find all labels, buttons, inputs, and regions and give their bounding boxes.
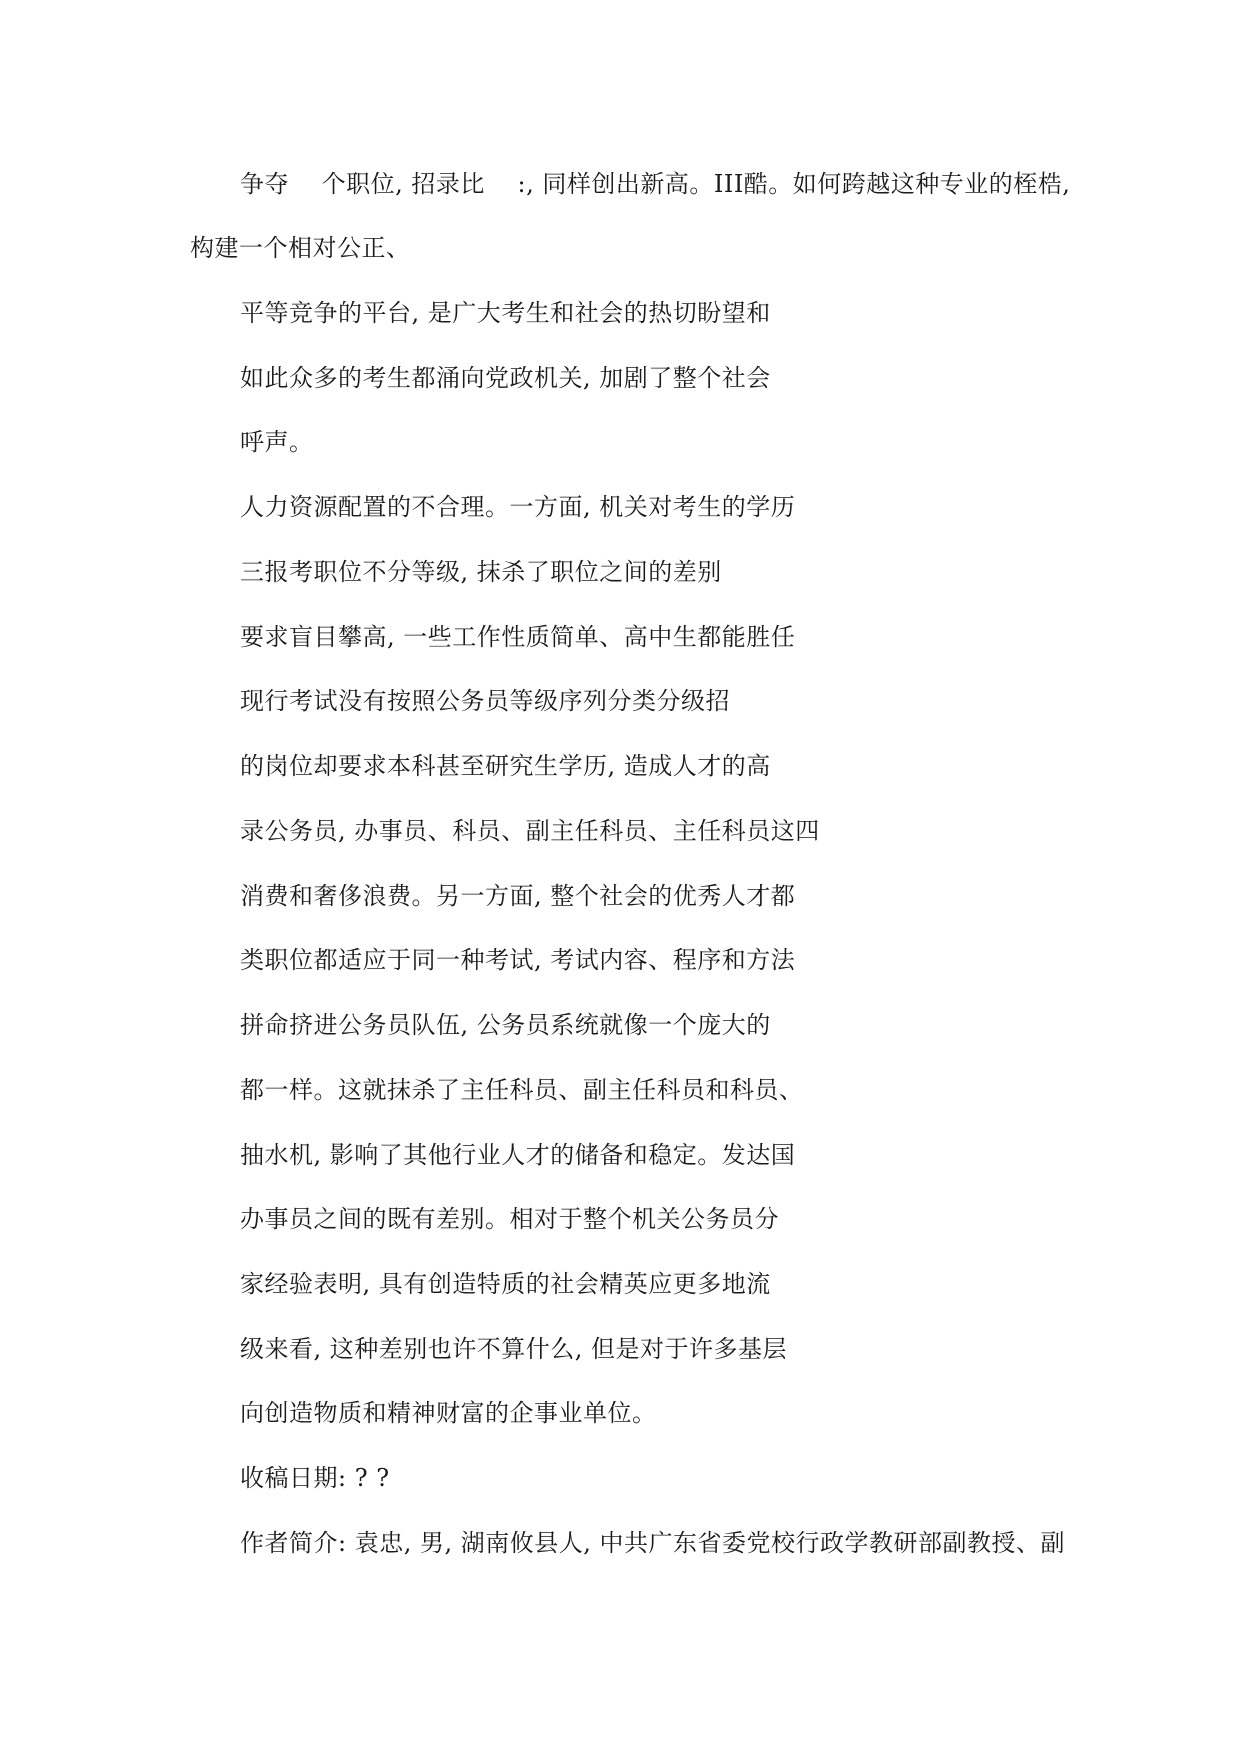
- text-line: 家经验表明, 具有创造特质的社会精英应更多地流: [240, 1270, 771, 1298]
- text-line: 拼命挤进公务员队伍, 公务员系统就像一个庞大的: [240, 1011, 771, 1039]
- text-line: 抽水机, 影响了其他行业人才的储备和稳定。发达国: [240, 1141, 796, 1169]
- text-line: 人力资源配置的不合理。一方面, 机关对考生的学历: [240, 493, 796, 521]
- text-line: 录公务员, 办事员、科员、副主任科员、主任科员这四: [240, 817, 820, 845]
- text-line: 的岗位却要求本科甚至研究生学历, 造成人才的高: [240, 752, 771, 780]
- text-line: 构建一个相对公正、: [190, 234, 411, 262]
- text-line: 都一样。这就抹杀了主任科员、副主任科员和科员、: [240, 1076, 804, 1104]
- text-line: 向创造物质和精神财富的企事业单位。: [240, 1399, 657, 1427]
- text-line: 级来看, 这种差别也许不算什么, 但是对于许多基层: [240, 1335, 788, 1363]
- text-line: 要求盲目攀高, 一些工作性质简单、高中生都能胜任: [240, 623, 796, 651]
- text-line: 争夺 个职位, 招录比 :, 同样创出新高。III酷。如何跨越这种专业的桎梏,: [240, 170, 1071, 198]
- text-line: 呼声。: [240, 428, 314, 456]
- text-line: 类职位都适应于同一种考试, 考试内容、程序和方法: [240, 946, 796, 974]
- text-line: 办事员之间的既有差别。相对于整个机关公务员分: [240, 1205, 779, 1233]
- text-line: 收稿日期: ? ?: [240, 1464, 390, 1492]
- text-line: 消费和奢侈浪费。另一方面, 整个社会的优秀人才都: [240, 882, 796, 910]
- text-line: 平等竞争的平台, 是广大考生和社会的热切盼望和: [240, 299, 771, 327]
- text-line: 如此众多的考生都涌向党政机关, 加剧了整个社会: [240, 364, 771, 392]
- text-line: 作者简介: 袁忠, 男, 湖南攸县人, 中共广东省委党校行政学教研部副教授、副: [240, 1529, 1065, 1557]
- text-line: 三报考职位不分等级, 抹杀了职位之间的差别: [240, 558, 722, 586]
- text-line: 现行考试没有按照公务员等级序列分类分级招: [240, 687, 730, 715]
